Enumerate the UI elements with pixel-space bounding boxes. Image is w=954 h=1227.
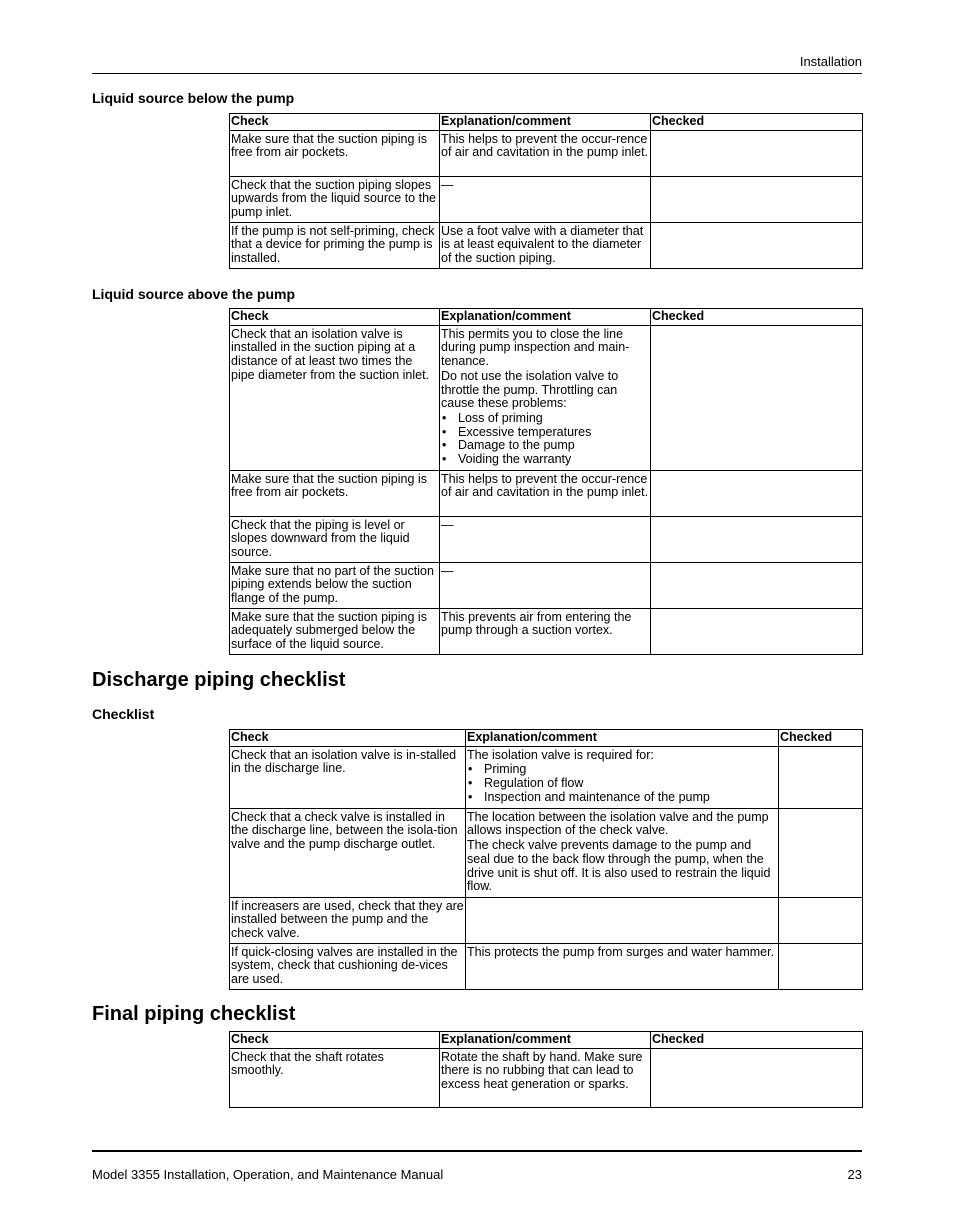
column-header-explanation: Explanation/comment bbox=[466, 730, 779, 747]
checked-cell bbox=[779, 746, 863, 808]
column-header-check: Check bbox=[230, 114, 440, 131]
column-header-explanation: Explanation/comment bbox=[440, 1032, 651, 1049]
column-header-explanation: Explanation/comment bbox=[440, 309, 651, 326]
checked-cell bbox=[779, 808, 863, 897]
check-cell: Check that the piping is level or slopes downward from the liquid source. bbox=[230, 516, 440, 562]
checked-cell bbox=[779, 897, 863, 943]
table-row bbox=[230, 943, 863, 989]
explanation-cell: This protects the pump from surges and water hammer. bbox=[466, 943, 779, 989]
table-row bbox=[230, 516, 863, 562]
table-final bbox=[229, 1031, 863, 1108]
table-row bbox=[230, 1048, 863, 1107]
explanation-text: This permits you to close the line during pump inspection and main-tenance. bbox=[441, 326, 630, 369]
page-number: 23 bbox=[847, 1167, 862, 1182]
explanation-cell bbox=[466, 746, 779, 808]
checked-cell bbox=[779, 943, 863, 989]
check-cell: Make sure that the suction piping is free from air pockets. bbox=[230, 130, 440, 176]
column-header-explanation: Explanation/comment bbox=[440, 114, 651, 131]
list-item: • Inspection and maintenance of the pump bbox=[467, 791, 777, 805]
explanation-cell: Rotate the shaft by hand. Make sure there is no rubbing that can lead to excess heat generation or sparks. bbox=[440, 1048, 651, 1107]
table-row bbox=[230, 746, 863, 808]
table-row bbox=[230, 562, 863, 608]
checked-cell bbox=[651, 176, 863, 222]
table-row bbox=[230, 808, 863, 897]
explanation-cell: — bbox=[440, 562, 651, 608]
check-cell: Check that an isolation valve is installed in the suction piping at a distance of at least two times the pipe diameter from the suction inlet. bbox=[230, 325, 440, 470]
check-cell: Check that an isolation valve is in-stalled in the discharge line. bbox=[230, 746, 466, 808]
running-header: Installation bbox=[799, 54, 862, 69]
header-rule bbox=[92, 73, 862, 74]
explanation-cell bbox=[466, 897, 779, 943]
checked-cell bbox=[651, 608, 863, 654]
table-row bbox=[230, 222, 863, 268]
checked-cell bbox=[651, 222, 863, 268]
explanation-cell bbox=[466, 808, 779, 897]
subheading-checklist: Checklist bbox=[92, 706, 155, 722]
check-cell: If quick-closing valves are installed in the system, check that cushioning de-vices are used. bbox=[230, 943, 466, 989]
explanation-cell: This helps to prevent the occur-rence of air and cavitation in the pump inlet. bbox=[440, 130, 651, 176]
footer-manual-title: Model 3355 Installation, Operation, and Maintenance Manual bbox=[92, 1167, 444, 1182]
check-cell: If the pump is not self-priming, check that a device for priming the pump is installed. bbox=[230, 222, 440, 268]
column-header-check: Check bbox=[230, 309, 440, 326]
bullet-list bbox=[467, 763, 777, 804]
table-header-row bbox=[230, 114, 863, 131]
table-above-pump bbox=[229, 308, 863, 655]
column-header-checked: Checked bbox=[651, 1032, 863, 1049]
check-cell: Make sure that the suction piping is adequately submerged below the surface of the liquid source. bbox=[230, 608, 440, 654]
table-row bbox=[230, 176, 863, 222]
check-cell: Check that the suction piping slopes upwards from the liquid source to the pump inlet. bbox=[230, 176, 440, 222]
check-cell: Make sure that the suction piping is free from air pockets. bbox=[230, 470, 440, 516]
check-cell: Check that a check valve is installed in the discharge line, between the isola-tion valve and the pump discharge outlet. bbox=[230, 808, 466, 897]
table-header-row bbox=[230, 730, 863, 747]
list-item: • Voiding the warranty bbox=[441, 453, 649, 467]
list-item: • Damage to the pump bbox=[441, 439, 649, 453]
bullet-list bbox=[441, 412, 649, 467]
explanation-cell: — bbox=[440, 176, 651, 222]
section-title-above-pump: Liquid source above the pump bbox=[92, 286, 296, 302]
footer-rule bbox=[92, 1150, 862, 1152]
checked-cell bbox=[651, 516, 863, 562]
section-heading-final: Final piping checklist bbox=[92, 1003, 296, 1025]
check-cell: Make sure that no part of the suction piping extends below the suction flange of the pump. bbox=[230, 562, 440, 608]
column-header-check: Check bbox=[230, 1032, 440, 1049]
explanation-cell: — bbox=[440, 516, 651, 562]
explanation-cell bbox=[440, 325, 651, 470]
table-discharge bbox=[229, 729, 863, 990]
checked-cell bbox=[651, 562, 863, 608]
column-header-check: Check bbox=[230, 730, 466, 747]
table-row bbox=[230, 470, 863, 516]
checked-cell bbox=[651, 325, 863, 470]
list-item: • Regulation of flow bbox=[467, 777, 777, 791]
column-header-checked: Checked bbox=[651, 309, 863, 326]
column-header-checked: Checked bbox=[779, 730, 863, 747]
table-row bbox=[230, 325, 863, 470]
table-header-row bbox=[230, 1032, 863, 1049]
check-cell: If increasers are used, check that they are installed between the pump and the check valve. bbox=[230, 897, 466, 943]
explanation-text: Do not use the isolation valve to throttle the pump. Throttling can cause these problems: bbox=[441, 368, 619, 411]
explanation-text: The isolation valve is required for: bbox=[467, 747, 654, 762]
column-header-checked: Checked bbox=[651, 114, 863, 131]
section-heading-discharge: Discharge piping checklist bbox=[92, 669, 346, 691]
table-row bbox=[230, 130, 863, 176]
explanation-cell: This prevents air from entering the pump through a suction vortex. bbox=[440, 608, 651, 654]
check-cell: Check that the shaft rotates smoothly. bbox=[230, 1048, 440, 1107]
list-item: • Loss of priming bbox=[441, 412, 649, 426]
list-item: • Excessive temperatures bbox=[441, 426, 649, 440]
checked-cell bbox=[651, 1048, 863, 1107]
table-below-pump bbox=[229, 113, 863, 269]
explanation-cell: Use a foot valve with a diameter that is at least equivalent to the diameter of the suction piping. bbox=[440, 222, 651, 268]
section-title-below-pump: Liquid source below the pump bbox=[92, 90, 295, 106]
explanation-text: The location between the isolation valve and the pump allows inspection of the check valve. bbox=[467, 809, 769, 838]
checked-cell bbox=[651, 470, 863, 516]
table-row bbox=[230, 608, 863, 654]
table-header-row bbox=[230, 309, 863, 326]
checked-cell bbox=[651, 130, 863, 176]
list-item: • Priming bbox=[467, 763, 777, 777]
explanation-cell: This helps to prevent the occur-rence of air and cavitation in the pump inlet. bbox=[440, 470, 651, 516]
table-row bbox=[230, 897, 863, 943]
explanation-text: The check valve prevents damage to the pump and seal due to the back flow through the pump, when the drive unit is shut off. It is also used to restrain the liquid flow. bbox=[467, 838, 771, 894]
